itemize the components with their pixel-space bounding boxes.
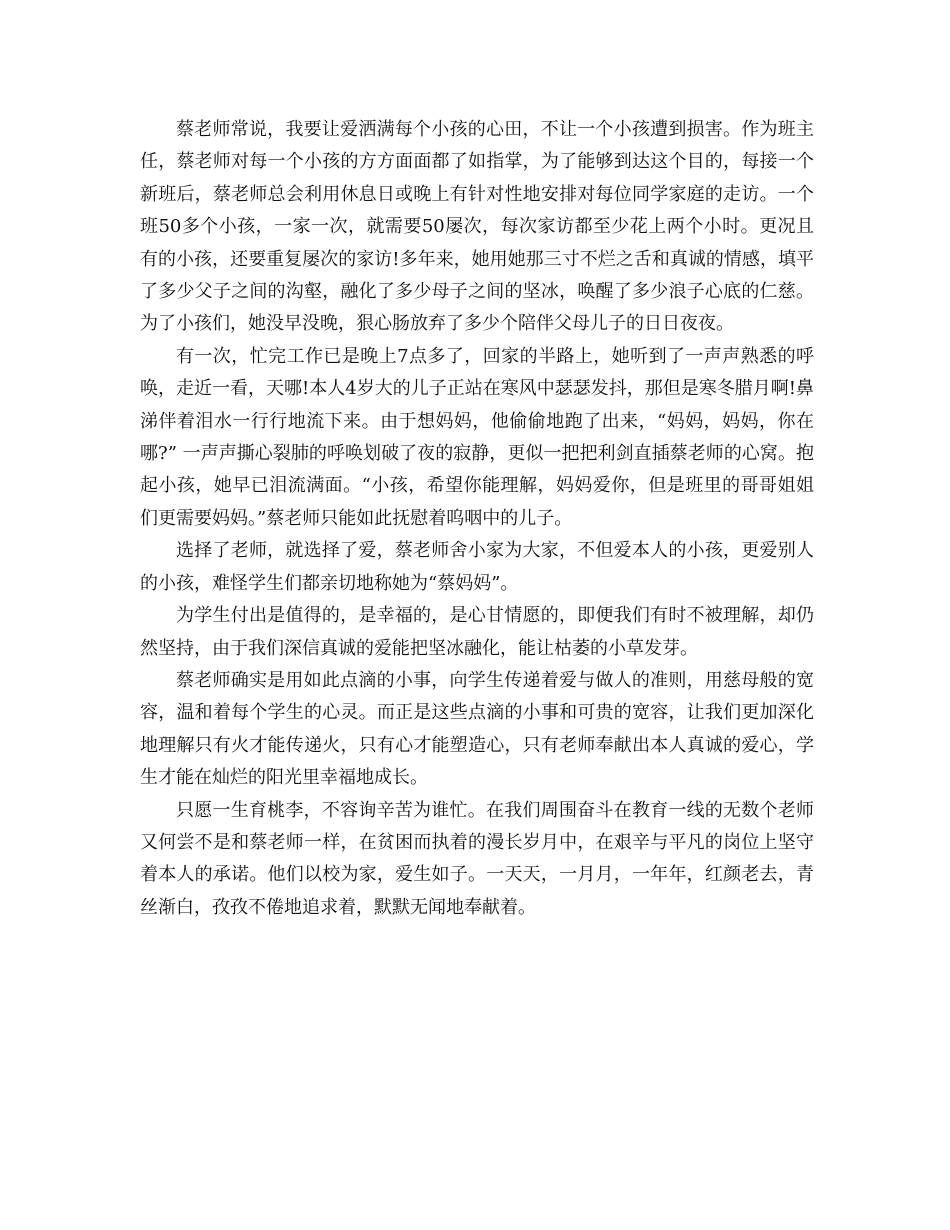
paragraph-home-visits: 蔡老师常说，我要让爱洒满每个小孩的心田，不让一个小孩遭到损害。作为班主任，蔡老师对每一个小孩的方方面面都了如指掌，为了能够到达这个目的，每接一个新班后，蔡老师总会利用休息日或晚上有针对性地安排对每位同学家庭的走访。一个班50多个小孩，一家一次，就需要50屡次，每次家访都至少花上两个小时。更况且有的小孩，还要重复屡次的家访!多年来，她用她那三寸不烂之舌和真诚的情感，填平了多少父子之间的沟壑，融化了多少母子之间的坚冰，唤醒了多少浪子心底的仁慈。为了小孩们，她没早没晚，狠心肠放弃了多少个陪伴父母儿子的日日夜夜。 — [140, 119, 814, 335]
paragraph-cai-mama: 选择了老师，就选择了爱，蔡老师舍小家为大家，不但爱本人的小孩，更爱别人的小孩，难怪学生们都亲切地称她为“蔡妈妈”。 — [140, 540, 814, 594]
paragraph-conclusion: 只愿一生育桃李，不容询辛苦为谁忙。在我们周围奋斗在教育一线的无数个老师又何尝不是和蔡老师一样，在贫困而执着的漫长岁月中，在艰辛与平凡的岗位上坚守着本人的承诺。他们以校为家，爱生如子。一天天，一月月，一年年，红颜老去，青丝渐白，孜孜不倦地追求着，默默无闻地奉献着。 — [140, 799, 814, 918]
paragraph-small-things: 蔡老师确实是用如此点滴的小事，向学生传递着爱与做人的准则，用慈母般的宽容，温和着每个学生的心灵。而正是这些点滴的小事和可贵的宽容，让我们更加深化地理解只有火才能传递火，只有心才能塑造心，只有老师奉献出本人真诚的爱心，学生才能在灿烂的阳光里幸福地成长。 — [140, 669, 814, 789]
paragraph-son-in-wind: 有一次，忙完工作已是晚上7点多了，回家的半路上，她听到了一声声熟悉的呼唤，走近一看，天哪!本人4岁大的儿子正站在寒风中瑟瑟发抖，那但是寒冬腊月啊!鼻涕伴着泪水一行行地流下来。由于想妈妈，他偷偷地跑了出来，“妈妈，妈妈，你在哪?” 一声声撕心裂肺的呼唤划破了夜的寂静，更似一把把利剑直插蔡老师的心窝。抱起小孩，她早已泪流满面。“小孩，希望你能理解，妈妈爱你，但是班里的哥哥姐姐们更需要妈妈。”蔡老师只能如此抚慰着呜咽中的儿子。 — [140, 345, 814, 529]
paragraph-worth-it: 为学生付出是值得的，是幸福的，是心甘情愿的，即便我们有时不被理解，却仍然坚持，由于我们深信真诚的爱能把坚冰融化，能让枯萎的小草发芽。 — [140, 605, 814, 659]
document-body — [140, 114, 814, 924]
